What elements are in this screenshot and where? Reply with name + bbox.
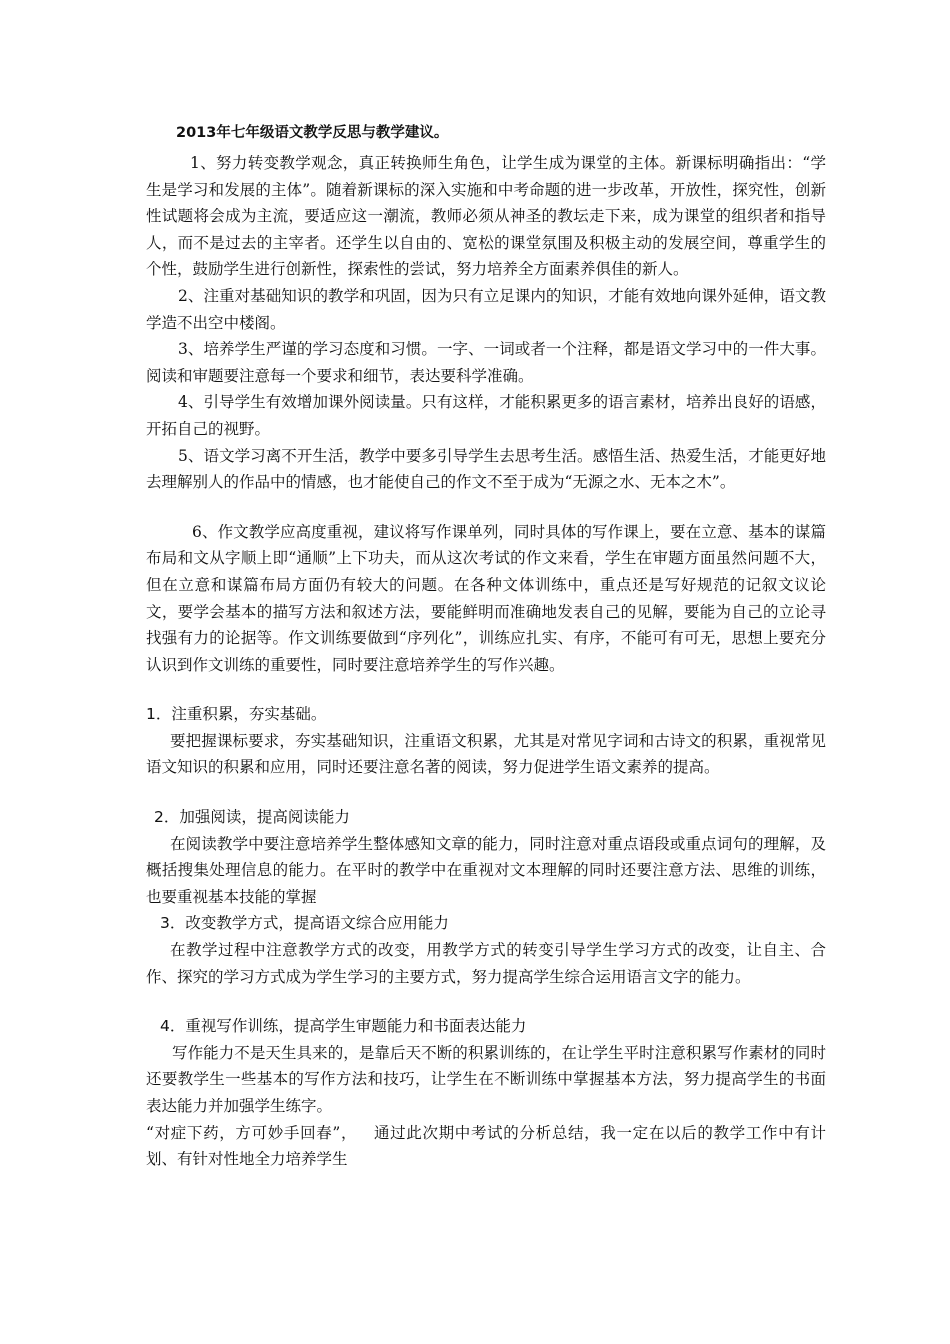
suggestion-2-heading: 2．加强阅读，提高阅读能力 (154, 808, 350, 827)
document-title: 2013年七年级语文教学反思与教学建议。 (176, 125, 449, 141)
closing-paragraph: “对症下药，方可妙手回春”， 通过此次期中考试的分析总结，我一定在以后的教学工作中有计划、有针对性地全力培养学生 (146, 1123, 826, 1169)
suggestion-2-body: 在阅读教学中要注意培养学生整体感知文章的能力，同时注意对重点语段或重点词句的理解，及概括搜集处理信息的能力。在平时的教学中在重视对文本理解的同时还要注意方法、思维的训练，也要重视基本技能的掌握 (146, 834, 826, 906)
reflection-1: 1、努力转变教学观念，真正转换师生角色，让学生成为课堂的主体。新课标明确指出：“学生是学习和发展的主体”。随着新课标的深入实施和中考命题的进一步改革，开放性，探究性，创新性试题将会成为主流，要适应这一潮流，教师必须从神圣的教坛走下来，成为课堂的组织者和指导人，而不是过去的主宰者。还学生以自由的、宽松的课堂氛围及积极主动的发展空间，尊重学生的个性，鼓励学生进行创新性，探索性的尝试，努力培养全方面素养俱佳的新人。 (146, 154, 826, 279)
reflection-5: 5、语文学习离不开生活，教学中要多引导学生去思考生活。感悟生活、热爱生活，才能更好地去理解别人的作品中的情感，也才能使自己的作文不至于成为“无源之水、无本之木”。 (146, 446, 826, 492)
document-body (146, 120, 826, 1173)
suggestion-4-body: 写作能力不是天生具来的，是靠后天不断的积累训练的，在让学生平时注意积累写作素材的同时还要教学生一些基本的写作方法和技巧，让学生在不断训练中掌握基本方法，努力提高学生的书面表达能力并加强学生练字。 (146, 1043, 826, 1115)
suggestion-3-body: 在教学过程中注意教学方式的改变，用教学方式的转变引导学生学习方式的改变，让自主、合作、探究的学习方式成为学生学习的主要方式，努力提高学生综合运用语言文字的能力。 (146, 941, 826, 986)
suggestion-1-heading: 1．注重积累，夯实基础。 (146, 705, 327, 724)
reflection-6: 6、作文教学应高度重视，建议将写作课单列，同时具体的写作课上，要在立意、基本的谋篇布局和文从字顺上即“通顺”上下功夫，而从这次考试的作文来看，学生在审题方面虽然问题不大，但在立意和谋篇布局方面仍有较大的问题。在各种文体训练中，重点还是写好规范的记叙文议论文，要学会基本的描写方法和叙述方法，要能鲜明而准确地发表自己的见解，要能为自己的立论寻找强有力的论据等。作文训练要做到“序列化”，训练应扎实、有序，不能可有可无，思想上要充分认识到作文训练的重要性，同时要注意培养学生的写作兴趣。 (146, 522, 826, 674)
suggestion-4-heading: 4．重视写作训练，提高学生审题能力和书面表达能力 (160, 1017, 527, 1036)
reflection-2: 2、注重对基础知识的教学和巩固，因为只有立足课内的知识，才能有效地向课外延伸，语文教学造不出空中楼阁。 (146, 286, 826, 332)
reflection-4: 4、引导学生有效增加课外阅读量。只有这样，才能积累更多的语言素材，培养出良好的语感，开拓自己的视野。 (146, 393, 826, 438)
suggestion-3-heading: 3．改变教学方式，提高语文综合应用能力 (160, 914, 449, 933)
reflection-3: 3、培养学生严谨的学习态度和习惯。一字、一词或者一个注释，都是语文学习中的一件大事。阅读和审题要注意每一个要求和细节，表达要科学准确。 (146, 340, 826, 385)
suggestion-1-body: 要把握课标要求，夯实基础知识，注重语文积累，尤其是对常见字词和古诗文的积累，重视常见语文知识的积累和应用，同时还要注意名著的阅读，努力促进学生语文素养的提高。 (146, 731, 826, 777)
